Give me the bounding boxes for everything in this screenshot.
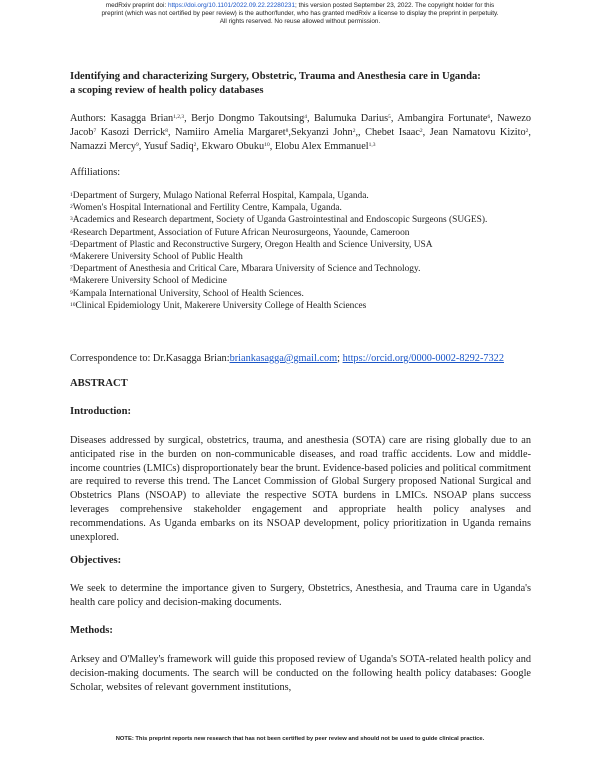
author-separator: ,: [168, 126, 176, 138]
affiliation-number: 5: [70, 240, 73, 247]
preprint-header: [0, 2, 600, 25]
author-separator: ,: [138, 140, 144, 152]
author-name: Yusuf Sadiq: [143, 140, 194, 152]
affiliation-number: 9: [70, 289, 73, 296]
affiliation-text: Department of Plastic and Reconstructive Surgery, Oregon Health and Science University, USA: [72, 239, 433, 250]
affiliation-text: Kampala International University, School of Health Sciences.: [72, 288, 304, 299]
affiliation-text: Clinical Epidemiology Unit, Makerere University College of Health Sciences: [75, 300, 367, 311]
author-affiliation-marker: 5: [388, 114, 391, 120]
title-line-1: Identifying and characterizing Surgery, Obstetric, Trauma and Anesthesia care in Uganda:: [70, 71, 481, 82]
title-line-2: a scoping review of health policy databases: [70, 85, 264, 96]
affiliation-text: Makerere University School of Public Health: [72, 252, 243, 263]
abstract-heading: ABSTRACT: [70, 378, 128, 389]
affiliations-heading: Affiliations:: [70, 167, 121, 178]
affiliation-number: 4: [70, 228, 73, 235]
author-affiliation-marker: 2: [419, 127, 423, 134]
affiliation-item: [70, 300, 531, 312]
author-separator: ,: [307, 113, 314, 124]
affiliation-text: Department of Anesthesia and Critical Care, Mbarara University of Science and Technology.: [72, 264, 421, 275]
methods-heading: Methods:: [70, 625, 113, 636]
author-separator: ,: [269, 140, 275, 152]
methods-paragraph: Arksey and O'Malley's framework will guide this proposed review of Uganda's SOTA-related health policy and decision-making documents. The search will be conducted on the following health policy databases: Google Scholar, websites of relevant government institutions,: [70, 654, 531, 693]
affiliation-item: [70, 239, 531, 251]
affiliation-text: Women's Hospital International and Fertility Centre, Kampala, Uganda.: [72, 203, 342, 214]
affiliation-item: [70, 190, 531, 202]
author-name: Jean Namatovu Kizito: [429, 126, 526, 138]
affiliation-item: [70, 214, 531, 226]
author-affiliation-marker: 1,2,3: [173, 114, 185, 120]
author-affiliation-marker: 10: [264, 141, 270, 148]
affiliation-item: [70, 227, 531, 239]
affiliation-number: 10: [70, 301, 76, 308]
header-line-3: All rights reserved. No reuse allowed without permission.: [219, 17, 381, 25]
affiliation-item: [70, 251, 531, 263]
affiliations-list: [70, 190, 531, 312]
author-separator: ,: [528, 126, 531, 138]
header-line-1: [0, 2, 600, 10]
orcid-link[interactable]: https://orcid.org/0000-0002-8292-7322: [342, 353, 504, 364]
affiliation-text: Makerere University School of Medicine: [72, 276, 227, 287]
author-separator: ,: [490, 113, 498, 124]
header-line-2: preprint (which was not certified by peer review) is the author/funder, who has granted medRxiv a license to display the preprint in perpetuity.: [101, 9, 499, 17]
paper-title: [70, 70, 540, 98]
affiliation-number: 3: [70, 216, 73, 223]
objectives-paragraph: We seek to determine the importance given to Surgery, Obstetrics, Anesthesia, and Trauma care in Uganda's health care policy and decision-making documents.: [70, 583, 531, 608]
affiliation-text: Research Department, Association of Future African Neurosurgeons, Yaounde, Cameroon: [72, 227, 410, 238]
author-separator: ,: [422, 126, 430, 138]
affiliation-number: 1: [70, 192, 73, 198]
author-separator: ,: [196, 140, 202, 152]
affiliation-text: Department of Surgery, Mulago National Referral Hospital, Kampala, Uganda.: [72, 191, 369, 201]
doi-link[interactable]: https://doi.org/10.1101/2022.09.22.22280231: [167, 2, 296, 9]
author-name: Kasozi Derrick: [100, 126, 166, 138]
author-affiliation-marker: 8: [165, 127, 168, 134]
author-name: Balumuka Darius: [314, 113, 389, 124]
author-affiliation-marker: 2: [525, 127, 529, 134]
author-affiliation-marker: 1,3: [368, 141, 376, 148]
affiliation-number: 2: [70, 204, 73, 211]
affiliation-number: 6: [70, 253, 73, 260]
author-name: Namazzi Mercy: [70, 140, 137, 152]
affiliation-text: Academics and Research department, Society of Uganda Gastrointestinal and Endoscopic Surgeons (SUGES).: [72, 215, 488, 226]
author-separator: ,: [390, 113, 398, 124]
author-name: Nawezo Jacob: [70, 113, 531, 138]
header-line1-rest: ; this version posted September 23, 2022. The copyright holder for this: [295, 2, 495, 9]
author-name: Ekwaro Obuku: [201, 140, 265, 152]
affiliation-item: [70, 288, 531, 300]
introduction-heading: Introduction:: [70, 406, 132, 417]
author-name: Chebet Isaac: [365, 126, 420, 138]
author-name: Ambangira Fortunate: [397, 113, 488, 124]
author-name: Elobu Alex Emmanuel: [274, 140, 369, 152]
author-affiliation-marker: 9: [136, 141, 139, 148]
affiliation-number: 7: [70, 265, 73, 272]
header-prefix: medRxiv preprint doi:: [105, 2, 168, 9]
author-affiliation-marker: 6: [487, 114, 491, 120]
author-affiliation-marker: 8: [285, 127, 289, 134]
author-separator: ,,: [355, 126, 366, 138]
correspondence-lead: Correspondence to: Dr.Kasagga Brian:: [70, 353, 230, 364]
author-list: [70, 112, 531, 153]
author-name: Sekyanzi John: [291, 126, 353, 138]
affiliation-item: [70, 202, 531, 214]
author-affiliation-marker: 4: [304, 114, 308, 120]
introduction-paragraph: Diseases addressed by surgical, obstetrics, trauma, and anesthesia (SOTA) care are rising globally due to an anticipated rise in the burden on non-communicable diseases, and road traffic accidents. Low and middle-income countries (LMICs) disproportionately bear the brunt. Evidence-based policies and political commitment are required to reverse this trend. The Lancet Commission of Global Surgery proposed National Surgical and Obstetrics Plans (NSOAP) to alleviate the respective SOTA burdens in LMICs. NSOAP plans success leverages comprehensive stakeholder engagement and appropriate health policy analyses and recommendations. As Uganda embarks on its NSOAP development, policy prioritization in Uganda remains unexplored.: [70, 435, 531, 543]
author-affiliation-marker: 2: [193, 141, 197, 148]
author-separator: ,: [288, 126, 291, 138]
preprint-footer-note: NOTE: This preprint reports new research that has not been certified by peer review and should not be used to guide clinical practice.: [115, 736, 485, 742]
author-affiliation-marker: 7: [93, 127, 97, 134]
affiliation-item: [70, 275, 531, 287]
email-link[interactable]: briankasagga@gmail.com: [229, 353, 338, 364]
author-name: Namiiro Amelia Margaret: [175, 126, 286, 138]
author-affiliation-marker: 2: [352, 127, 356, 134]
author-separator: ,: [184, 113, 192, 124]
objectives-heading: Objectives:: [70, 555, 122, 566]
correspondence: [70, 352, 540, 366]
authors-lead: Authors:: [70, 113, 111, 124]
author-name: Berjo Dongmo Takoutsing: [191, 113, 305, 124]
affiliation-number: 8: [70, 277, 73, 284]
affiliation-item: [70, 263, 531, 275]
author-name: Kasagga Brian: [110, 113, 174, 124]
correspondence-separator: ;: [337, 353, 343, 364]
